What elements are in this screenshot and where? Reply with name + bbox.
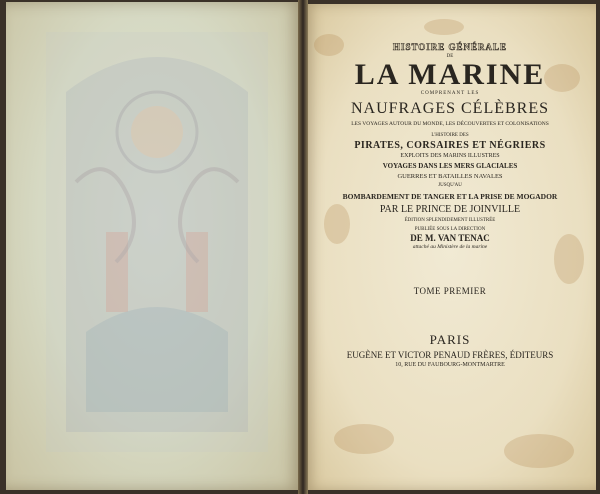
comprenant-line: COMPRENANT LES	[420, 91, 480, 96]
city-line: PARIS	[429, 332, 471, 347]
author-line: DE M. VAN TENAC	[410, 233, 490, 243]
publiee-line: PUBLIÉE SOUS LA DIRECTION	[414, 227, 486, 232]
pirates-line: PIRATES, CORSAIRES ET NÉGRIERS	[354, 140, 546, 151]
tome-line: TOME PREMIER	[413, 286, 487, 296]
frontispiece-page	[6, 2, 302, 490]
bombardement-line: BOMBARDEMENT DE TANGER ET LA PRISE DE MOGADOR	[342, 192, 558, 201]
de-line: DE	[446, 54, 454, 59]
exploits-line: EXPLOITS DES MARINS ILLUSTRES	[400, 153, 500, 159]
attache-line: attaché au Ministère de la marine	[412, 244, 488, 250]
jusqu-au-line: JUSQU'AU	[438, 183, 462, 188]
publisher-line: EUGÈNE ET VICTOR PENAUD FRÈRES, ÉDITEURS	[346, 350, 554, 360]
frontispiece-engraving	[46, 32, 268, 452]
edition-line: ÉDITION SPLENDIDEMENT ILLUSTRÉE	[404, 218, 496, 223]
prince-line: PAR LE PRINCE DE JOINVILLE	[379, 204, 521, 215]
voyages-line: LES VOYAGES AUTOUR DU MONDE, LES DÉCOUVERTES ET COLONISATIONS	[351, 121, 549, 127]
histoire-des-line: L'HISTOIRE DES	[431, 133, 469, 138]
address-line: 10, RUE DU FAUBOURG-MONTMARTRE	[395, 362, 505, 368]
title-text-block	[304, 40, 596, 368]
voyages-mers-line: VOYAGES DANS LES MERS GLACIALES	[382, 162, 518, 170]
main-title: LA MARINE	[354, 58, 546, 91]
guerres-line: GUERRES ET BATAILLES NAVALES	[397, 173, 503, 180]
histoire-generale-line: HISTOIRE GÉNÉRALE	[392, 42, 508, 52]
naufrages-line: NAUFRAGES CÉLÈBRES	[350, 100, 550, 117]
